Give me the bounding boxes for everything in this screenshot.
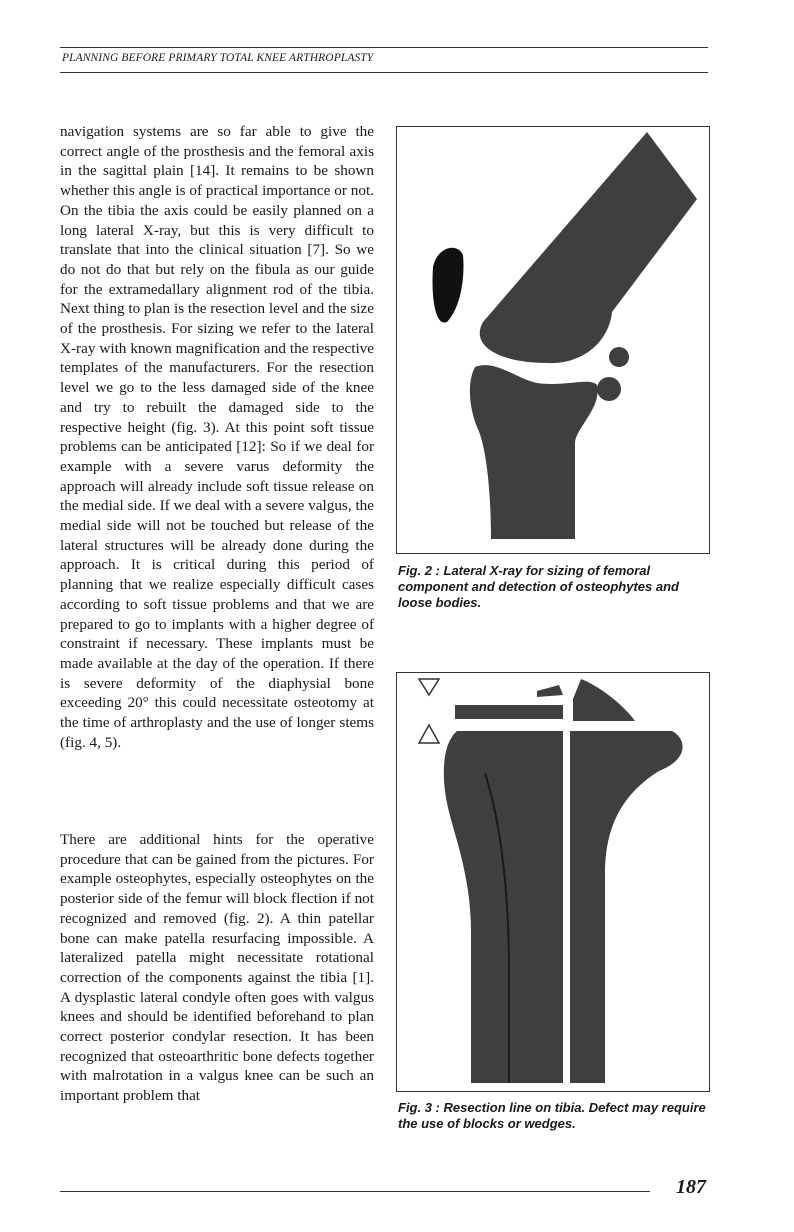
body-paragraph-2	[60, 830, 374, 1106]
resection-line-drawing	[397, 673, 709, 1091]
figure-2-caption: Fig. 2 : Lateral X-ray for sizing of femoral component and detection of osteophytes and loose bodies.	[398, 563, 679, 610]
figure-3-caption: Fig. 3 : Resection line on tibia. Defect may require the use of blocks or wedges.	[398, 1100, 706, 1131]
paragraph-text: navigation systems are so far able to give the correct angle of the prosthesis and the femoral axis in the sagittal plain [14]. It remains to be shown whether this angle is of practical importance or not. On the tibia the axis could be easily planned on a long lateral X-ray, but this is very difficult to translate that into the clinical situation [7]. So we do not do that but rely on the fibula as our guide for the extramedallary alignment rod of the tibia. Next thing to plan is the resection level and the size of the prosthesis. For sizing we refer to the lateral X-ray with known magnification and the respective templates of the manufacturers. For the resection level we go to the less damaged side of the knee and try to rebuilt the damaged side to the respective height (fig. 3). At this point soft tissue problems can be anticipated [12]: So if we deal for example with a severe varus deformity the approach will already include soft tissue release on the medial side. If we deal with a severe valgus, the medial side will not be touched but release of the lateral structures will be already done during the approach. It is critical during this period of planning that we realize especially difficult cases according to soft tissue problems and that we are prepared to go to implants with a higher degree of constraint if necessary. These implants must be made available at the day of the operation. If there is severe deformity of the diaphysial bone exceeding 20° this could necessitate osteotomy at the time of arthroplasty and the use of longer stems (fig. 4, 5).	[60, 123, 374, 751]
body-paragraph-1	[60, 122, 374, 753]
resection-block-upper	[455, 705, 569, 719]
plateau-wedge	[573, 679, 635, 721]
figure-2-lateral-xray	[396, 126, 710, 554]
running-head: PLANNING BEFORE PRIMARY TOTAL KNEE ARTHROPLASTY	[62, 52, 374, 64]
page-number: 187	[676, 1176, 706, 1198]
paragraph-text: There are additional hints for the operative procedure that can be gained from the pictures. For example osteophytes, especially osteophytes on the posterior side of the femur will block flection if not recognized and removed (fig. 2). A thin patellar bone can make patella resurfacing impossible. A lateralized patella might necessitate rotational correction of the components against the tibia [1]. A dysplastic lateral condyle often goes with valgus knees and should be identified beforehand to plan correct posterior condylar resection. It has been recognized that osteoarthritic bone defects together with malrotation in a valgus knee can be such an important problem that	[60, 831, 374, 1105]
tibial-axis-line	[563, 679, 570, 1083]
osteophyte-2	[597, 377, 621, 401]
triangle-marker-up	[419, 725, 439, 743]
header-rule-bottom	[60, 72, 708, 73]
figure-3-resection-line	[396, 672, 710, 1092]
footer-rule	[60, 1191, 650, 1192]
patella-shape	[433, 248, 464, 323]
resection-line-horizontal	[455, 721, 579, 728]
tibial-spine-shape	[537, 685, 563, 697]
femur-shape	[480, 132, 697, 363]
triangle-marker-down	[419, 679, 439, 695]
lateral-xray-drawing	[397, 127, 709, 553]
tibia-shape	[470, 365, 598, 539]
osteophyte-1	[609, 347, 629, 367]
header-rule-top	[60, 47, 708, 48]
